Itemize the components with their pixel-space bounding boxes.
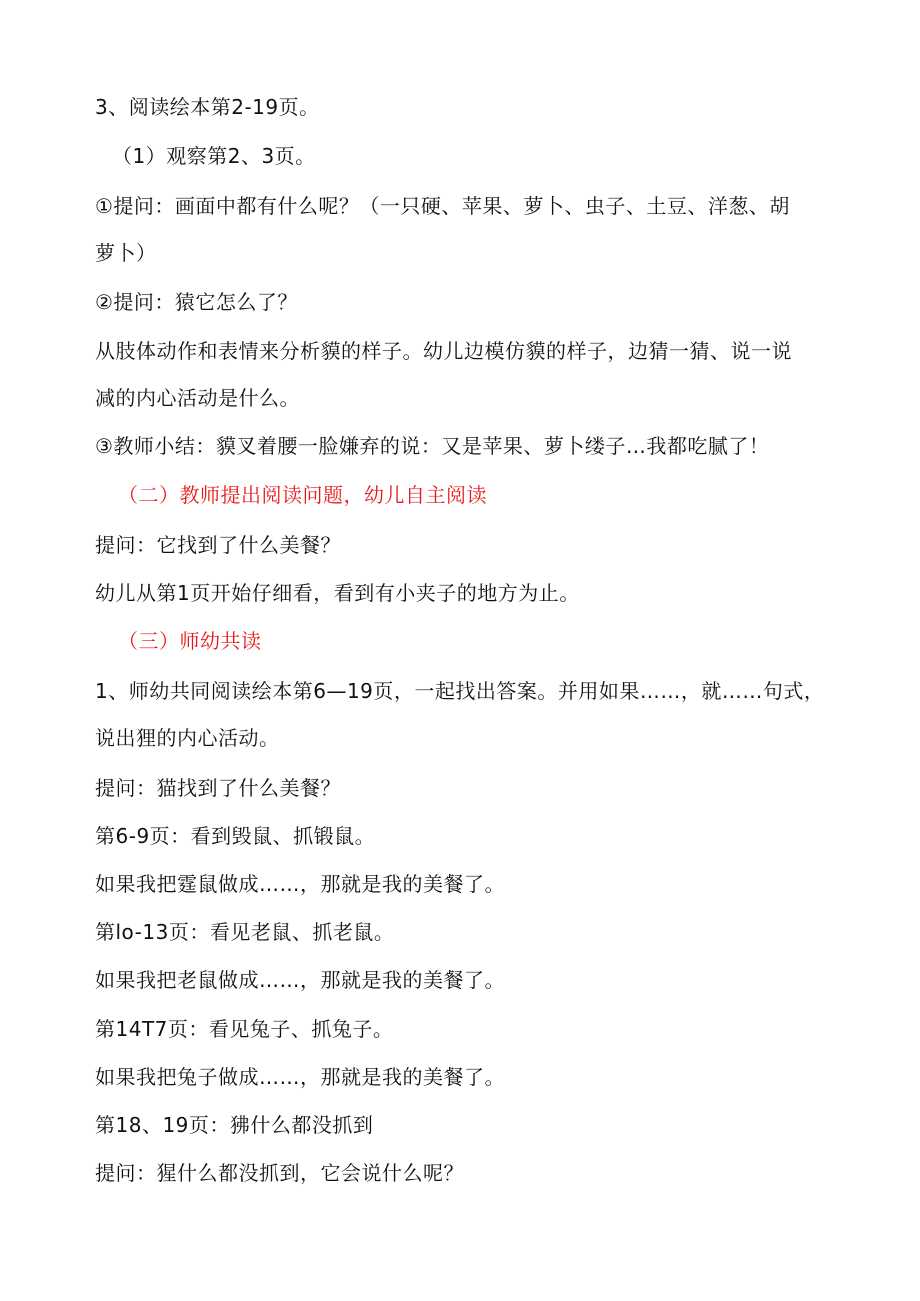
text-line-reading-pages: 3、阅读绘本第2-19页。 (95, 95, 320, 119)
text-line-if-1: 如果我把霆鼠做成……，那就是我的美餐了。 (95, 872, 505, 896)
section-heading-3: （三）师幼共读 (118, 629, 262, 653)
text-line-question-2: ②提问：猿它怎么了？ (95, 290, 298, 314)
text-line-if-2: 如果我把老鼠做成……，那就是我的美餐了。 (95, 968, 505, 992)
section-heading-2: （二）教师提出阅读问题，幼儿自主阅读 (118, 483, 487, 507)
text-line-shared-reading: 1、师幼共同阅读绘本第6—19页，一起找出答案。并用如果……，就……句式， (95, 679, 825, 703)
text-line-teacher-summary: ③教师小结：貘叉着腰一脸嫌弃的说：又是苹果、萝卜缕子…我都吃腻了！ (95, 434, 770, 458)
text-line-question-meal: 提问：它找到了什么美餐？ (95, 533, 341, 557)
text-line-analysis: 从肢体动作和表情来分析貘的样子。幼儿边模仿貘的样子，边猜一猜、说一说 (95, 339, 792, 363)
text-line-question-final: 提问：猩什么都没抓到，它会说什么呢？ (95, 1161, 464, 1185)
text-line-child-reading: 幼儿从第1页开始仔细看，看到有小夹子的地方为止。 (95, 581, 580, 605)
text-line-pages-14-17: 第14T7页：看见兔子、抓兔子。 (95, 1017, 394, 1041)
text-line-observe-pages: （1）观察第2、3页。 (112, 144, 316, 168)
text-line-pages-10-13: 第lo-13页：看见老鼠、抓老鼠。 (95, 920, 395, 944)
text-line-question-1-cont: 萝卜） (95, 241, 157, 265)
text-line-shared-reading-cont: 说出狸的内心活动。 (95, 726, 280, 750)
text-line-pages-18-19: 第18、19页：狒什么都没抓到 (95, 1113, 374, 1137)
text-line-question-cat: 提问：猫找到了什么美餐？ (95, 776, 341, 800)
text-line-if-3: 如果我把兔子做成……，那就是我的美餐了。 (95, 1065, 505, 1089)
text-line-pages-6-9: 第6-9页：看到毁鼠、抓锻鼠。 (95, 824, 376, 848)
text-line-question-1: ①提问：画面中都有什么呢？（一只硬、苹果、萝卜、虫子、土豆、洋葱、胡 (95, 194, 790, 218)
text-line-analysis-cont: 减的内心活动是什么。 (95, 386, 300, 410)
